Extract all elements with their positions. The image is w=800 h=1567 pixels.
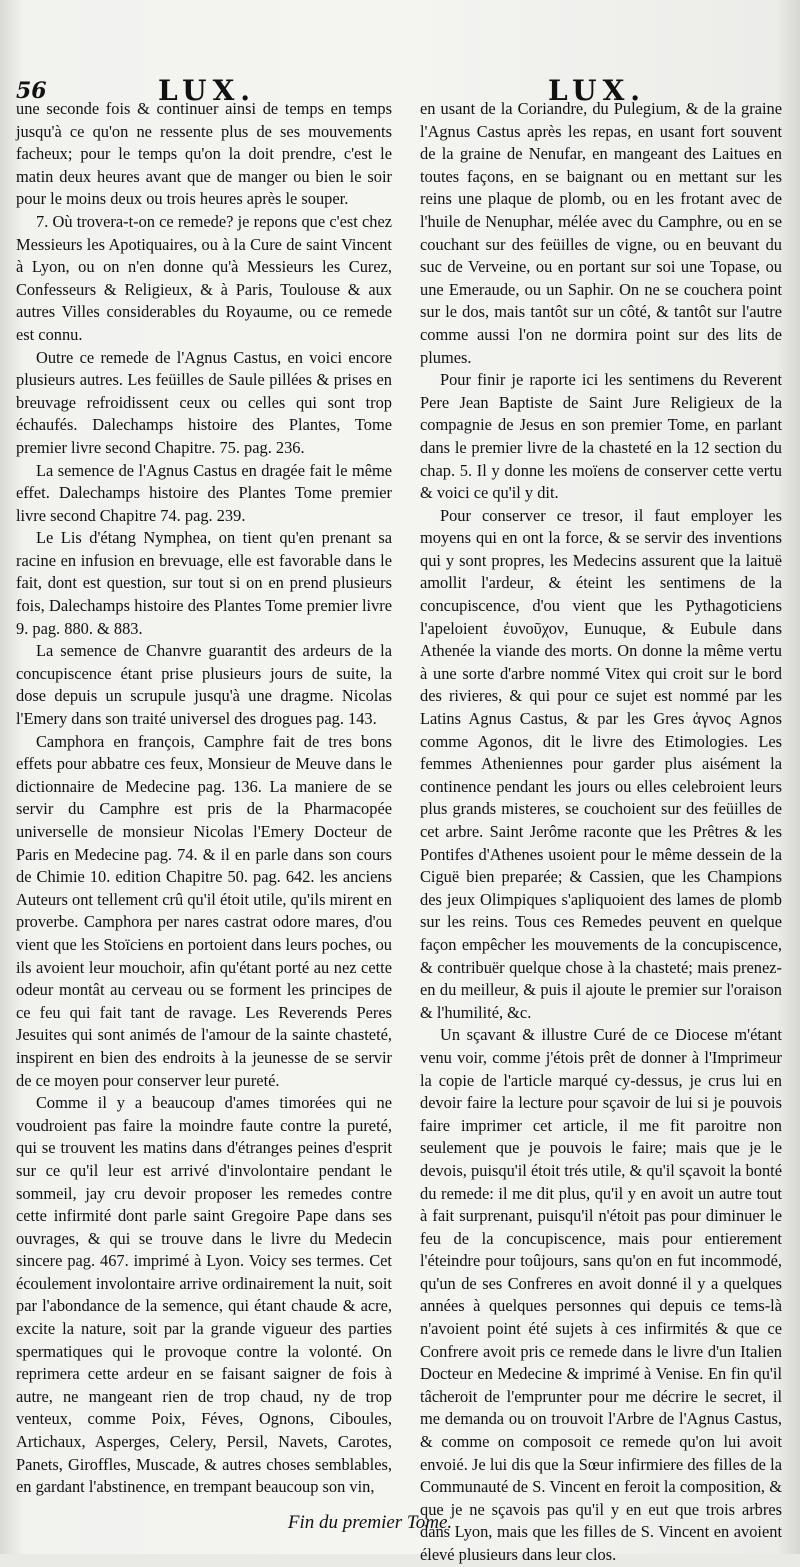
- paragraph: Outre ce remede de l'Agnus Castus, en voici encore plusieurs autres. Les feüilles de Saule pillées & prises en breuvage refroidissent ceux ou celles qui sont trop échaufés. Dalechamps histoire des Plantes, Tome premier livre second Chapitre. 75. pag. 236.: [16, 347, 392, 457]
- paragraph: une seconde fois & continuer ainsi de temps en temps jusqu'à ce qu'on ne ressente plus de ses mouvements facheux; pour le temps qu'on la doit prendre, c'est le matin deux heures avant que de manger ou bien le soir pour le moins deux ou trois heures après le souper.: [16, 99, 392, 209]
- right-column: [420, 98, 782, 1567]
- left-column: [16, 98, 392, 1499]
- paragraph: Le Lis d'étang Nymphea, on tient qu'en prenant sa racine en infusion en brevuage, elle est favorable dans le fait, dont est question, sur tout si on en prend plusieurs fois, Dalechamps histoire des Plantes Tome premier livre 9. pag. 880. & 883.: [16, 528, 392, 638]
- end-of-volume-note: Fin du premier Tome.: [287, 1512, 453, 1533]
- running-head-right: LUX.: [548, 74, 647, 107]
- page-footer: [0, 1512, 800, 1534]
- paragraph: Pour finir je raporte ici les sentimens du Reverent Pere Jean Baptiste de Saint Jure Religieux de la compagnie de Jesus en son premier Tome, en parlant dans le premier livre de la chasteté en la 12 section du chap. 5. Il y donne les moïens de conserver cette vertu & voici ce qu'il y dit.: [420, 370, 782, 503]
- paragraph: Pour conserver ce tresor, il faut employer les moyens qui en ont la force, & se servir des inventions qui y sont propres, les Medecins assurent que la laituë amollit l'ardeur, & éteint les sentimens de la concupiscence, d'ou vient que les Pythagoticiens l'apeloient ἐυνοῦχον, Eunuque, & Eubule dans Athenée la viande des morts. On donne la même vertu à une sorte d'arbre nommé Vitex qui croit sur le bord des rivieres, & qui pour ce sujet est nommé par les Latins Agnus Castus, & par les Gres ἁγνος Agnos comme Agonos, dit le livre des Etimologies. Les femmes Atheniennes pour garder plus aisément la continence pendant les jours ou elles celebroient leurs plus grands misteres, se couchoient sur des feüilles de cet arbre. Saint Jerôme raconte que les Prêtres & les Pontifes d'Athenes usoient pour le même dessein de la Ciguë bien preparée; & Cassien, que les Champions des jeux Olimpiques s'apliquoient des lames de plomb sur les reins. Tous ces Remedes peuvent en quelque façon empêcher les mouvements de la concupiscence, & contribuër quelque chose à la chasteté; mais prenez-en du meilleur, & puis il ajoute le premier sur l'oraison & l'humilité, &c.: [420, 505, 782, 1022]
- page-number: 56: [16, 78, 47, 104]
- running-head-left: LUX.: [158, 74, 257, 107]
- paragraph: Comme il y a beaucoup d'ames timorées qui ne voudroient pas faire la moindre faute contre la pureté, qui se trouvent les matins dans d'étranges peines d'esprit sur ce qu'il leur est arrivé d'involontaire pendant le sommeil, jay cru devoir proposer les remedes contre cette infirmité dont parle saint Gregoire Pape dans ses ouvrages, & qui se trouve dans le livre du Medecin sincere pag. 467. imprimé à Lyon. Voicy ses termes. Cet écoulement involontaire arrive ordinairement la nuit, soit par l'abondance de la semence, qui étant chaude & acre, excite la nature, soit par la grande vigueur des parties spermatiques qui le provoque contre la volonté. On reprimera cette ardeur en se faisant saigner de fois à autre, ne mangeant rien de trop chaud, ny de trop venteux, comme Poix, Féves, Ognons, Ciboules, Artichaux, Asperges, Celery, Persil, Navets, Carotes, Panets, Giroffles, Muscade, & autres choses semblables, en gardant l'abstinence, en trempant beaucoup son vin,: [16, 1093, 392, 1497]
- paragraph: Camphora en françois, Camphre fait de tres bons effets pour abbatre ces feux, Monsieur de Meuve dans le dictionnaire de Medecine pag. 136. La maniere de se servir du Camphre est pris de la Pharmacopée universelle de monsieur Nicolas l'Emery Docteur de Paris en Medecine pag. 74. & il en parle dans son cours de Chimie 10. edition Chapitre 50. pag. 642. les anciens Auteurs ont tellement crû qu'il étoit utile, qu'ils mirent en proverbe. Camphora per nares castrat odore mares, d'ou vient que les Stoïciens en portoient dans leurs poches, ou ils avoient leur mouchoir, afin qu'étant porté au nez cette odeur montât au cerveau ou se forment les principes de ce feu qui fait tant de ravage. Les Reverends Peres Jesuites qui sont animés de l'amour de la sainte chasteté, inspirent en bien des endroits à la jeunesse de se servir de ce moyen pour conserver leur pureté.: [16, 731, 392, 1090]
- paragraph: La semence de l'Agnus Castus en dragée fait le même effet. Dalechamps histoire des Plantes Tome premier livre second Chapitre 74. pag. 239.: [16, 460, 392, 525]
- paragraph: La semence de Chanvre guarantit des ardeurs de la concupiscence étant prise plusieurs jours de suite, la dose depuis un scrupule jusqu'à une dragme. Nicolas l'Emery dans son traité universel des drogues pag. 143.: [16, 641, 392, 729]
- paragraph: en usant de la Coriandre, du Pulegium, & de la graine l'Agnus Castus après les repas, en usant fort souvent de la graine de Nenufar, en mangeant des Laitues en toutes façons, en se baignant ou en mettant sur les reins une plaque de plomb, ou en les frotant avec de l'huile de Nenuphar, mélée avec du Camphre, ou en se couchant sur des feüilles de vigne, ou en beuvant du suc de Verveine, ou en portant sur soi une Topase, ou une Emeraude, ou un Saphir. On ne se couchera point sur le dos, mais tantôt sur un côté, & tantôt sur l'autre comme aussi l'on ne dormira point sur des lits de plumes.: [420, 99, 782, 367]
- paragraph: Un sçavant & illustre Curé de ce Diocese m'étant venu voir, comme j'étois prêt de donner à l'Imprimeur la copie de l'article marqué cy-dessus, je crus lui en devoir faire la lecture pour sçavoir de lui si je pouvois faire imprimer cet article, il me fit paroitre non seulement que je pouvois le faire; mais que je le devois, puisqu'il étoit trés utile, & qu'il sçavoit la bonté du remede: il me dit plus, qu'il y en avoit un autre tout à fait surprenant, puisqu'il n'étoit pas pour diminuer le feu de la concupiscence, mais pour entierement l'éteindre pour toûjours, sans qu'on en fut incommodé, qu'un de ses Confreres en avoit donné il y a quelques années à quelques personnes qui depuis ce tems-là n'avoient point été sujets à ces infirmités & que ce Confrere avoit pris ce remede dans le livre d'un Italien Docteur en Medecine & imprimé à Venise. En fin qu'il tâcheroit de l'emprunter pour me décrire le secret, il me demanda ou on trouvoit l'Arbre de l'Agnus Castus, & comme on composoit ce remede qu'on lui avoit envoié. Je lui dis que la Sœur infirmiere des filles de la Communauté de S. Vincent en feroit la composition, & que je ne sçavois pas qu'il y en eut que trois arbres dans Lyon, mais que les filles de S. Vincent en avoient élevé plusieurs dans leur clos.: [420, 1025, 782, 1564]
- paragraph: 7. Où trovera-t-on ce remede? je repons que c'est chez Messieurs les Apotiquaires, ou à la Cure de saint Vincent à Lyon, ou on n'en donne qu'à Messieurs les Curez, Confesseurs & Religieux, & à Paris, Toulouse & aux autres Villes considerables du Royaume, ou ce remede est connu.: [16, 211, 392, 344]
